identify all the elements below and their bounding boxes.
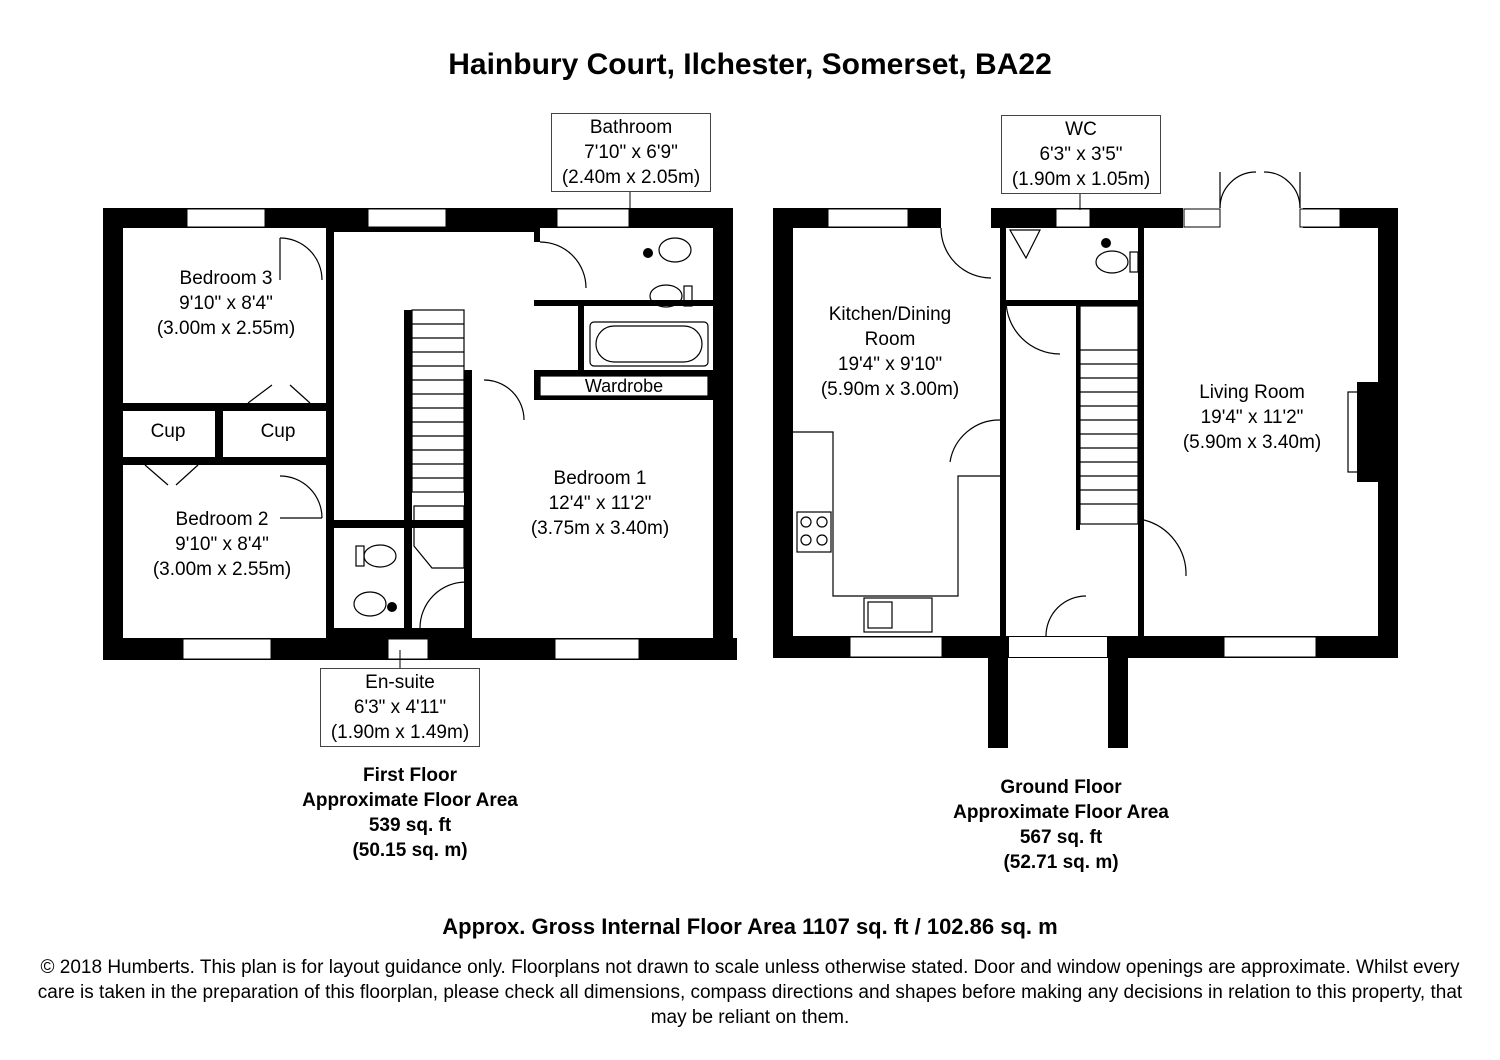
room-label-cup-1 [128, 419, 208, 444]
ff-window [388, 639, 428, 659]
ff-window [183, 639, 271, 659]
ff-window [555, 639, 639, 659]
room-dimensions-imperial: 19'4" x 11'2" [1200, 407, 1304, 428]
gf-wall-right [1378, 208, 1398, 658]
floor-area-label: Approximate Floor Area [953, 802, 1169, 823]
room-dimensions-imperial: 19'4" x 9'10" [837, 354, 943, 375]
room-dimensions-metric: (1.90m x 1.05m) [1011, 169, 1151, 190]
room-label-wc [1001, 115, 1161, 194]
room-name-line2: Room [864, 329, 916, 350]
floor-area-sqm: (50.15 sq. m) [352, 840, 468, 861]
room-label-kitchen-dining [790, 302, 990, 402]
room-label-bathroom [551, 113, 711, 192]
room-name: Cup [260, 421, 296, 442]
room-label-cup-2 [238, 419, 318, 444]
room-name: Bedroom 3 [179, 268, 273, 289]
room-name: Bedroom 1 [553, 468, 647, 489]
floor-area-sqft: 539 sq. ft [368, 815, 452, 836]
room-label-en-suite [320, 668, 480, 747]
page-title: Hainbury Court, Ilchester, Somerset, BA22 [448, 48, 1052, 81]
room-name-line1: Kitchen/Dining [828, 304, 952, 325]
ff-wall-left [103, 208, 123, 660]
ff-window [187, 209, 265, 227]
room-dimensions-metric: (5.90m x 3.00m) [820, 379, 960, 400]
room-name: Living Room [1199, 382, 1305, 403]
first-floor-caption [260, 763, 560, 863]
room-dimensions-imperial: 12'4" x 11'2" [548, 493, 652, 514]
ff-window [557, 209, 629, 227]
room-label-living-room [1152, 380, 1352, 455]
room-dimensions-metric: (2.40m x 2.05m) [561, 167, 701, 188]
gf-porch-right [1108, 636, 1128, 748]
room-label-bedroom-3 [128, 266, 324, 341]
floor-area-sqm: (52.71 sq. m) [1003, 852, 1119, 873]
gf-fixture-dots [1101, 238, 1111, 248]
room-dimensions-imperial: 9'10" x 8'4" [175, 534, 269, 555]
disclaimer-text: © 2018 Humberts. This plan is for layout guidance only. Floorplans not drawn to scale unless otherwise stated. Door and window openings are approximate. Whilst every care is taken in the preparation of this floorplan, please check all dimensions, compass directions and shapes before making any decisions in relation to this property, that may be reliant on them. [37, 957, 1463, 1028]
room-dimensions-imperial: 6'3" x 4'11" [353, 697, 447, 718]
floor-name: First Floor [363, 765, 457, 786]
room-name: En-suite [365, 672, 435, 693]
floor-name: Ground Floor [1000, 777, 1122, 798]
gf-porch-left [988, 636, 1008, 748]
ground-floor-caption [911, 775, 1211, 875]
room-label-wardrobe [546, 374, 702, 399]
ground-floor-plan [773, 208, 1398, 748]
ff-window [368, 209, 446, 227]
room-dimensions-metric: (1.90m x 1.49m) [330, 722, 470, 743]
room-label-bedroom-1 [500, 466, 700, 541]
room-name: Wardrobe [584, 376, 664, 396]
room-dimensions-imperial: 9'10" x 8'4" [179, 293, 273, 314]
gf-wall-left [773, 208, 793, 658]
room-name: WC [1065, 119, 1097, 140]
room-dimensions-metric: (3.00m x 2.55m) [156, 318, 296, 339]
floor-area-label: Approximate Floor Area [302, 790, 518, 811]
gross-floor-area: Approx. Gross Internal Floor Area 1107 sq. ft / 102.86 sq. m [442, 914, 1058, 939]
ff-wall-right [713, 208, 733, 660]
room-dimensions-metric: (3.75m x 3.40m) [530, 518, 670, 539]
room-dimensions-metric: (3.00m x 2.55m) [152, 559, 292, 580]
room-name: Bedroom 2 [175, 509, 269, 530]
room-label-bedroom-2 [124, 507, 320, 582]
room-dimensions-imperial: 6'3" x 3'5" [1039, 144, 1123, 165]
room-dimensions-imperial: 7'10" x 6'9" [584, 142, 678, 163]
room-name: Cup [150, 421, 186, 442]
room-dimensions-metric: (5.90m x 3.40m) [1182, 432, 1322, 453]
room-name: Bathroom [589, 117, 673, 138]
floor-area-sqft: 567 sq. ft [1019, 827, 1103, 848]
